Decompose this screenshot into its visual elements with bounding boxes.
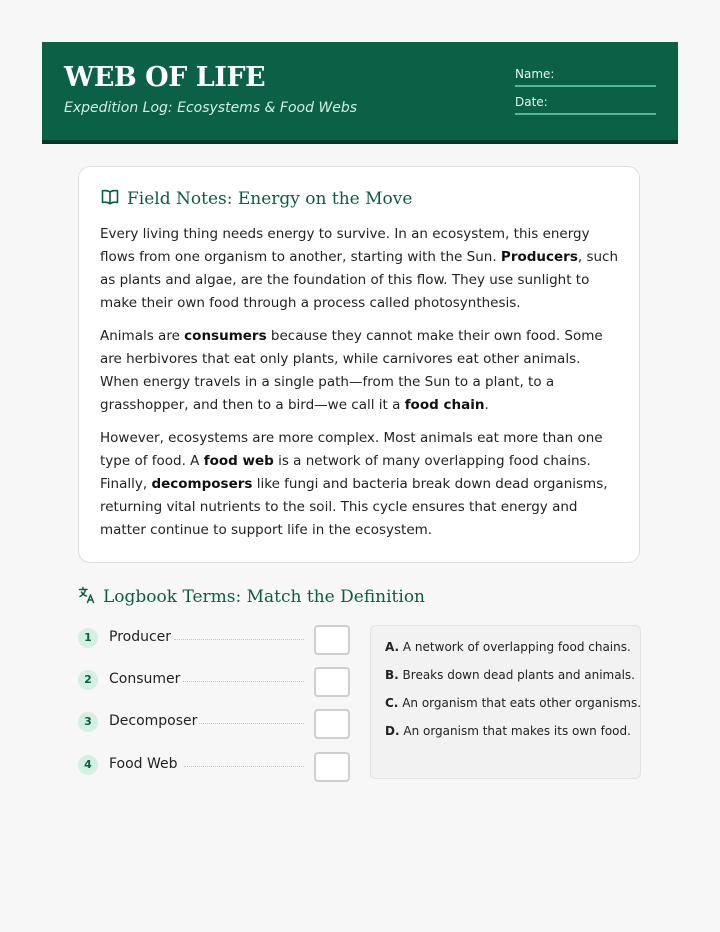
definition-letter: D. (385, 724, 400, 738)
definition-letter: A. (385, 640, 400, 654)
answer-box[interactable] (314, 752, 350, 782)
page-header (42, 42, 678, 144)
term-label: Producer (109, 629, 172, 645)
term-label: Consumer (109, 671, 181, 687)
answer-box[interactable] (314, 625, 350, 655)
text: because they cannot make their own food. Some are herbivores that eat only plants, while carnivores eat other animals. When energy travels in a single path—from the Sun to a plant, to a grasshopper, and then to a bird—we call it a (100, 328, 603, 413)
definition-item (385, 724, 631, 738)
term-number-badge: 3 (78, 712, 98, 732)
logbook-title: Logbook Terms: Match the Definition (103, 587, 426, 607)
term-label: Food Web (109, 756, 178, 772)
text: Every living thing needs energy to survive. In an ecosystem, this energy flows from one organism to another, starting with the Sun. (100, 226, 590, 265)
term-number-badge: 2 (78, 670, 98, 690)
field-notes-body (100, 223, 620, 552)
definition-text: Breaks down dead plants and animals. (402, 668, 635, 682)
page-subtitle: Expedition Log: Ecosystems & Food Webs (64, 100, 358, 116)
key-term: decomposers (151, 476, 253, 492)
term-row (78, 625, 350, 653)
text: . (484, 397, 489, 413)
text: , such as plants and algae, are the foundation of this flow. They use sunlight to make their own food through a process called photosynthesis. (100, 249, 619, 311)
logbook-header (78, 586, 425, 608)
definition-item (385, 696, 641, 710)
field-notes-title: Field Notes: Energy on the Move (127, 189, 413, 209)
definition-text: A network of overlapping food chains. (402, 640, 631, 654)
key-term: consumers (184, 328, 267, 344)
page-title: WEB OF LIFE (64, 62, 266, 93)
key-term: Producers (500, 249, 578, 265)
definition-text: An organism that makes its own food. (403, 724, 631, 738)
term-number-badge: 1 (78, 628, 98, 648)
field-notes-header (101, 189, 412, 209)
dotted-leader (199, 723, 304, 724)
paragraph (100, 427, 620, 542)
paragraph (100, 223, 620, 315)
name-field[interactable] (515, 67, 656, 87)
open-book-icon (101, 189, 119, 209)
text: like fungi and bacteria break down dead organisms, returning vital nutrients to the soil. This cycle ensures that energy and matter continue to support life in the ecosystem. (100, 476, 608, 538)
paragraph (100, 325, 620, 417)
name-label: Name: (515, 67, 555, 81)
dotted-leader (183, 681, 304, 682)
date-label: Date: (515, 95, 548, 109)
text: is a network of many overlapping food chains. Finally, (100, 453, 591, 492)
term-label: Decomposer (109, 713, 198, 729)
answer-box[interactable] (314, 709, 350, 739)
text: However, ecosystems are more complex. Most animals eat more than one type of food. A (100, 430, 603, 469)
definition-item (385, 668, 635, 682)
translate-icon (78, 586, 96, 608)
key-term: food web (203, 453, 274, 469)
definition-text: An organism that eats other organisms. (402, 696, 642, 710)
date-field[interactable] (515, 95, 656, 115)
text: Animals are (100, 328, 185, 344)
term-row (78, 752, 350, 780)
dotted-leader (174, 639, 304, 640)
definition-item (385, 640, 631, 654)
definition-letter: B. (385, 668, 399, 682)
field-notes-card (78, 166, 640, 563)
definitions-panel (370, 625, 641, 779)
term-number-badge: 4 (78, 755, 98, 775)
term-row (78, 709, 350, 737)
key-term: food chain (404, 397, 485, 413)
answer-box[interactable] (314, 667, 350, 697)
dotted-leader (184, 766, 304, 767)
term-row (78, 667, 350, 695)
definition-letter: C. (385, 696, 399, 710)
